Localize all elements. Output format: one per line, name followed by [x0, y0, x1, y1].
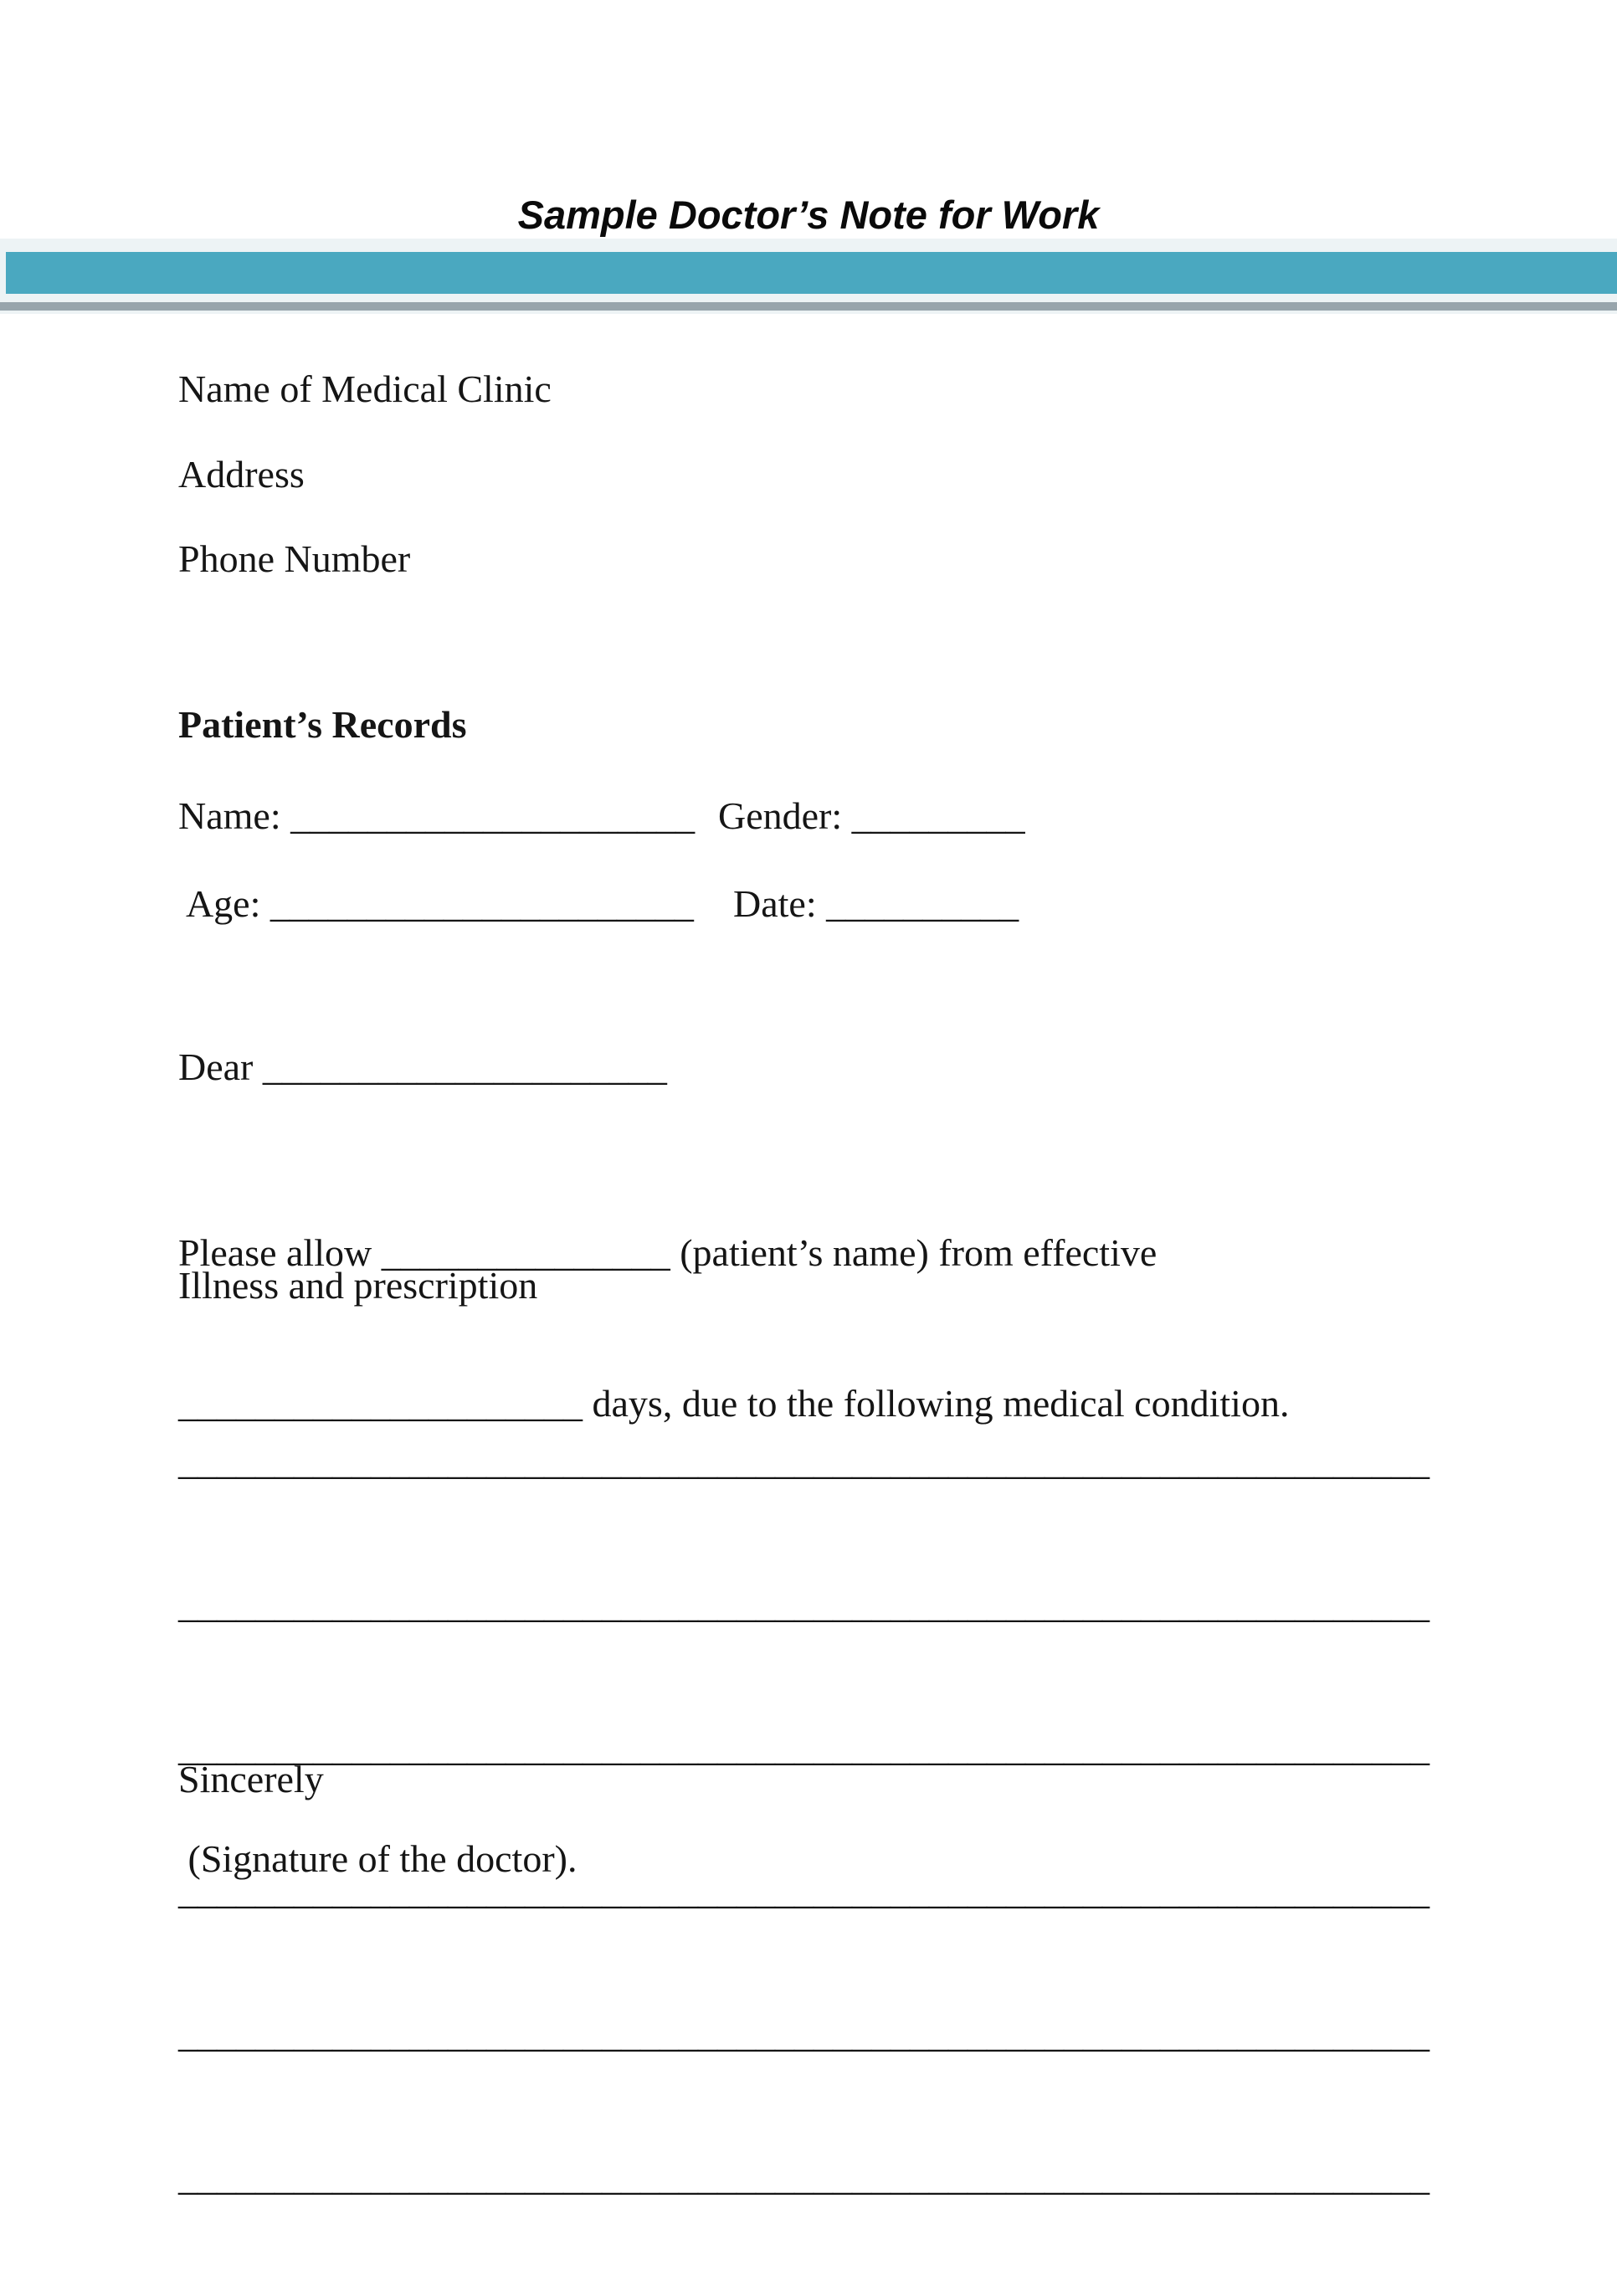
blank-line: _________________________________________________________________: [178, 1869, 1430, 1912]
signature-note-line: (Signature of the doctor).: [178, 1837, 578, 1880]
gender-blank-field: Gender: _________: [718, 794, 1025, 837]
illness-heading: Illness and prescription: [178, 1264, 538, 1307]
blank-line: _________________________________________________________________: [178, 1726, 1430, 1769]
name-blank-field: Name: _____________________: [178, 794, 696, 837]
blank-line: _________________________________________________________________: [178, 1583, 1430, 1626]
blank-line: _________________________________________________________________: [178, 1440, 1430, 1482]
closing-line: Sincerely: [178, 1758, 324, 1800]
salutation-line: Dear _____________________: [178, 1045, 667, 1088]
teal-bar: [6, 252, 1617, 294]
date-blank-field: Date: __________: [733, 882, 1019, 925]
patient-records-heading: Patient’s Records: [178, 703, 467, 746]
prescription-blank-lines: [178, 1342, 1430, 2296]
age-blank-field: Age: ______________________: [178, 882, 694, 925]
clinic-address-line: Address: [178, 453, 305, 496]
clinic-name-line: Name of Medical Clinic: [178, 367, 552, 410]
age-date-row: [178, 882, 1019, 925]
blank-line: _________________________________________________________________: [178, 2012, 1430, 2055]
clinic-phone-line: Phone Number: [178, 537, 411, 580]
gray-divider-bar: [0, 302, 1617, 311]
header-accent-band: [0, 239, 1617, 314]
blank-line: _________________________________________________________________: [178, 2155, 1430, 2198]
document-title: Sample Doctor’s Note for Work: [517, 193, 1100, 237]
request-line-2: _____________________ days, due to the following medical condition.: [178, 1382, 1290, 1425]
name-gender-row: [178, 794, 1025, 837]
request-line-1: Please allow _______________ (patient’s name) from effective: [178, 1231, 1158, 1274]
